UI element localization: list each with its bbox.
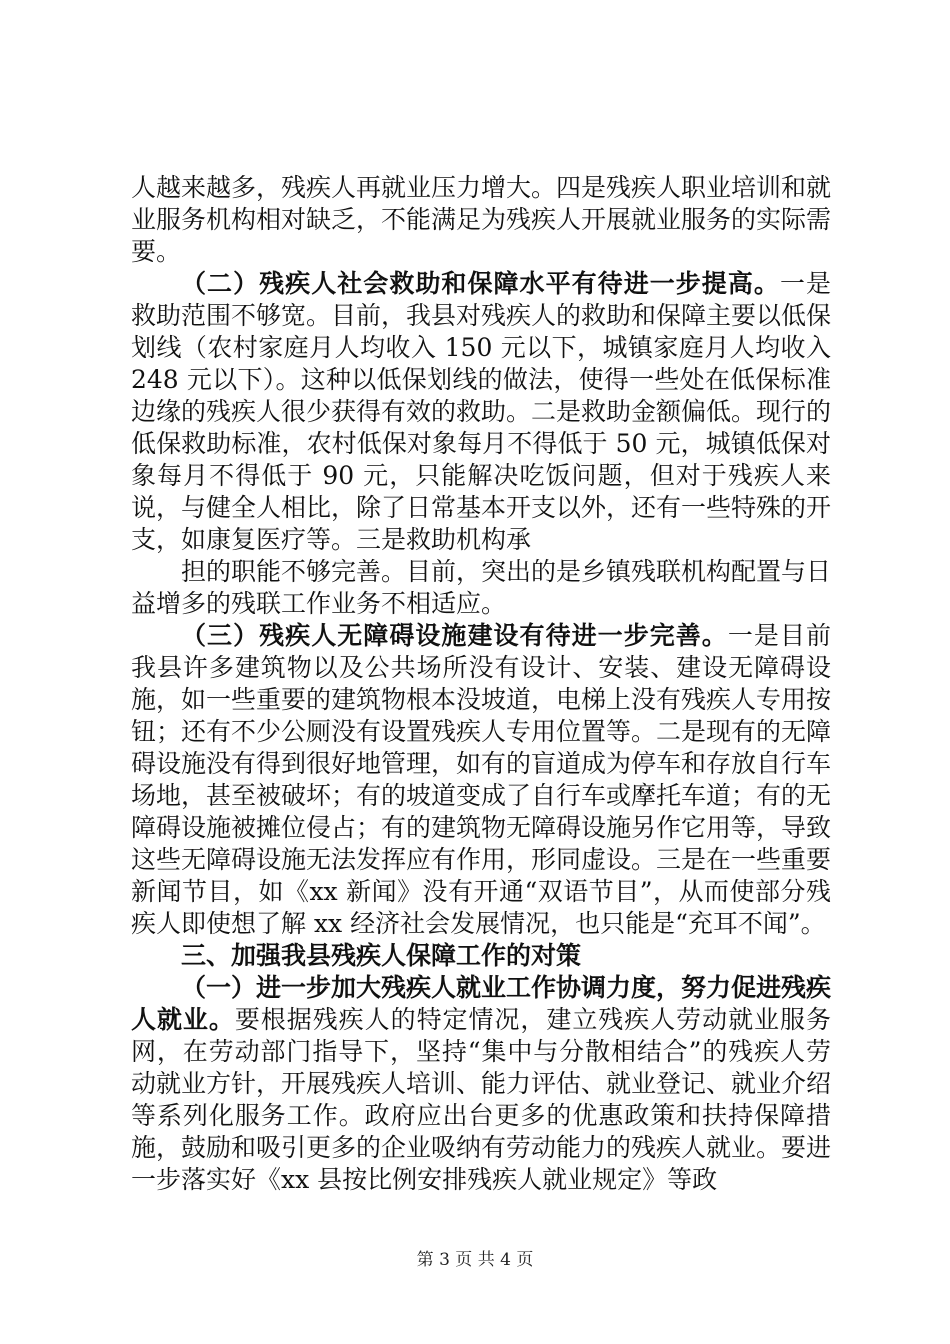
paragraph-2 [131,268,831,556]
paragraph-4-heading: （三）残疾人无障碍设施建设有待进一步完善。 [181,621,728,650]
paragraph-3: 担的职能不够完善。目前，突出的是乡镇残联机构配置与日益增多的残联工作业务不相适应。 [131,557,832,618]
paragraph-4-body: 一是目前我县许多建筑物以及公共场所没有设计、安装、建设无障碍设施，如一些重要的建筑物根本没坡道，电梯上没有残疾人专用按钮；还有不少公厕没有设置残疾人专用位置等。二是现有的无障碍设施没有得到很好地管理，如有的盲道成为停车和存放自行车场地，甚至被破坏；有的坡道变成了自行车或摩托车道；有的无障碍设施被摊位侵占；有的建筑物无障碍设施另作它用等，导致这些无障碍设施无法发挥应有作用，形同虚设。三是在一些重要新闻节目，如《xx 新闻》没有开通“双语节目”，从而使部分残疾人即使想了解 xx 经济社会发展情况，也只能是“充耳不闻”。 [131,621,832,938]
paragraph-1: 人越来越多，残疾人再就业压力增大。四是残疾人职业培训和就业服务机构相对缺乏，不能满足为残疾人开展就业服务的实际需要。 [131,173,832,266]
paragraph-2-body: 一是救助范围不够宽。目前，我县对残疾人的救助和保障主要以低保划线（农村家庭月人均收入 150 元以下，城镇家庭月人均收入 248 元以下）。这种以低保划线的做法，使得一些处在低保标准边缘的残疾人很少获得有效的救助。二是救助金额偏低。现行的低保救助标准，农村低保对象每月不得低于 50 元，城镇低保对象每月不得低于 90 元，只能解决吃饭问题，但对于残疾人来说，与健全人相比，除了日常基本开支以外，还有一些特殊的开支，如康复医疗等。三是救助机构承 [131,269,832,554]
paragraph-5-body: 要根据残疾人的特定情况，建立残疾人劳动就业服务网，在劳动部门指导下，坚持“集中与分散相结合”的残疾人劳动就业方针，开展残疾人培训、能力评估、就业登记、就业介绍等系列化服务工作。政府应出台更多的优惠政策和扶持保障措施，鼓励和吸引更多的企业吸纳有劳动能力的残疾人就业。要进一步落实好《xx 县按比例安排残疾人就业规定》等政 [131,1005,832,1194]
paragraph-5-heading: （一）进一步加大残疾人就业工作协调力度，努力促进残疾人就业。 [131,973,832,1034]
document-body [131,172,831,1196]
paragraph-2-heading: （二）残疾人社会救助和保障水平有待进一步提高。 [181,269,780,298]
paragraph-4 [131,620,831,940]
paragraph-5 [131,972,831,1196]
page-number-footer: 第 3 页 共 4 页 [416,1250,534,1270]
section-3-title: 三、加强我县残疾人保障工作的对策 [181,941,582,970]
